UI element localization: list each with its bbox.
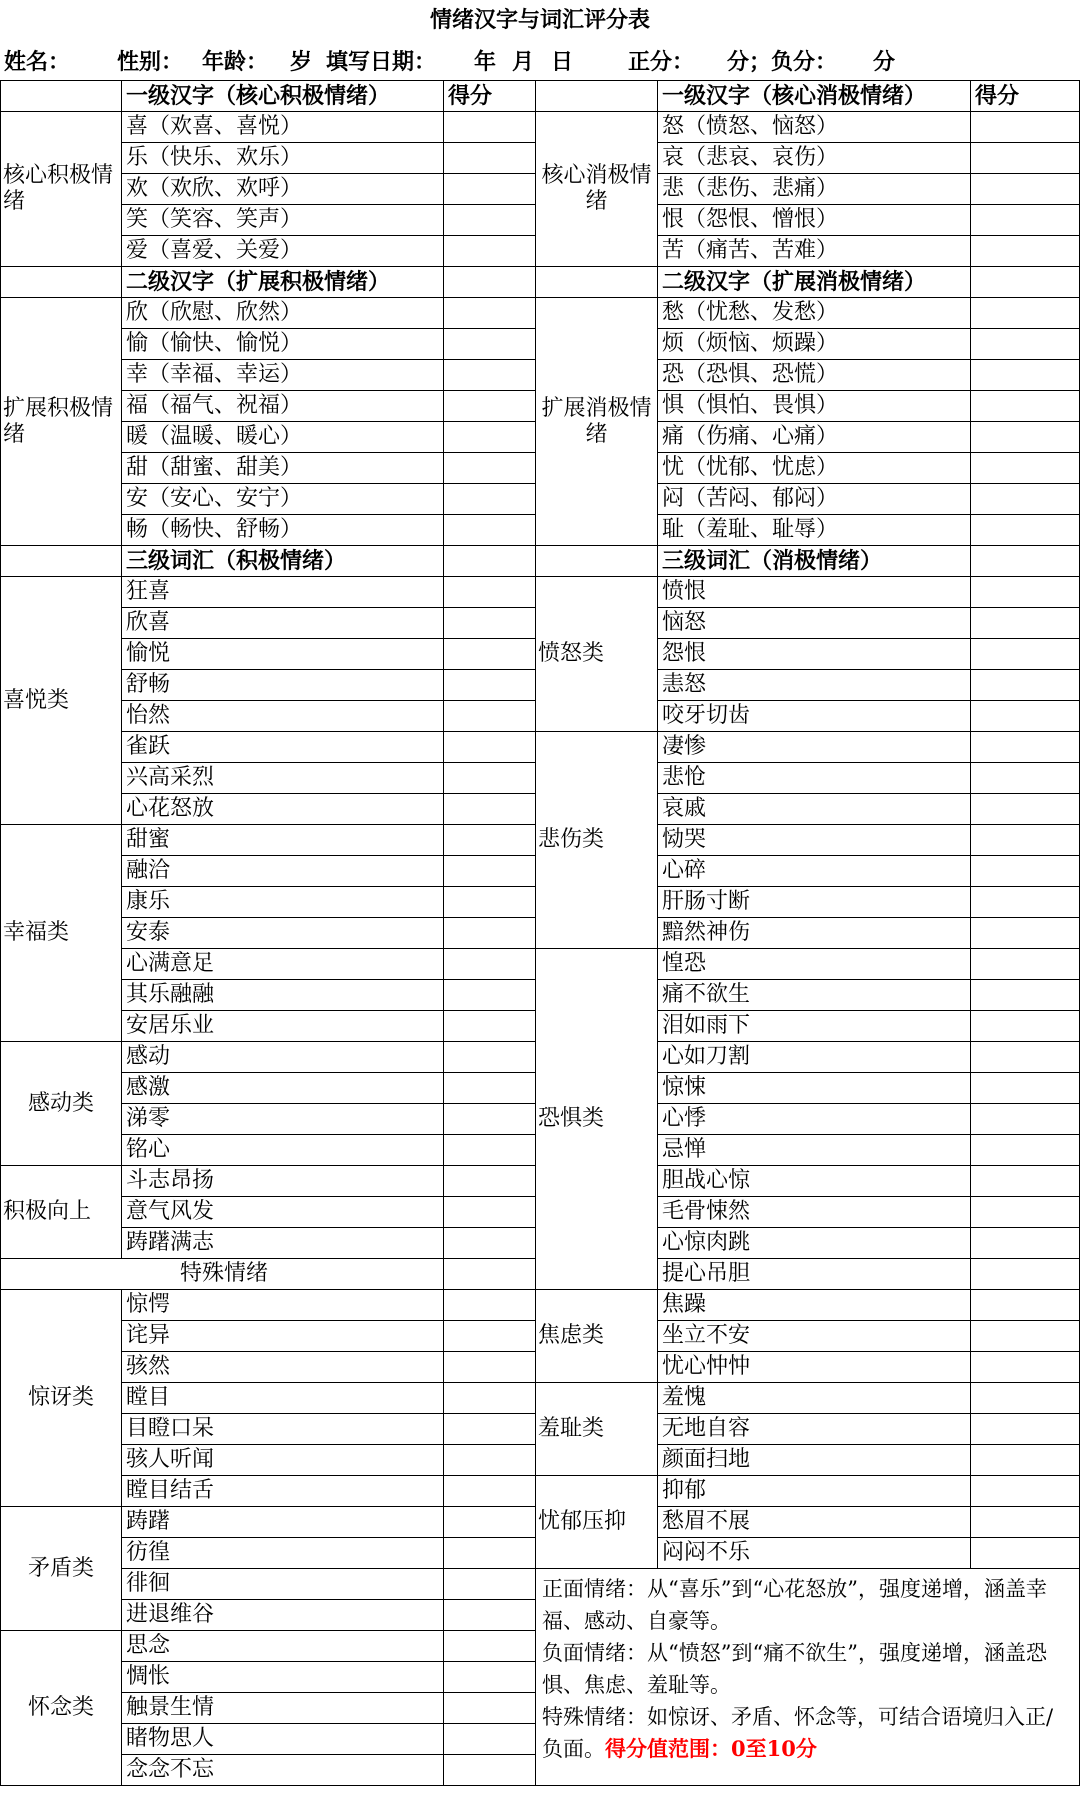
word-item: 康乐 [122, 887, 444, 918]
score-input[interactable] [971, 887, 1080, 918]
table-row [1, 298, 1080, 329]
sheet-title: 情绪汉字与词汇评分表 [429, 7, 650, 33]
word-item: 怒（愤怒、恼怒） [658, 112, 971, 143]
age-label: 年龄： [202, 49, 269, 75]
word-item: 安居乐业 [122, 1011, 444, 1042]
word-item: 凄惨 [658, 732, 971, 763]
section-header-left: 二级汉字（扩展积极情绪） [122, 267, 444, 298]
score-input[interactable] [444, 1600, 536, 1631]
table-row [1, 81, 1080, 112]
category-label: 矛盾类 [1, 1507, 122, 1631]
category-label: 幸福类 [1, 825, 122, 1042]
date-label: 填写日期： [326, 49, 437, 75]
word-item: 踌躇 [122, 1507, 444, 1538]
category-label: 羞耻类 [536, 1383, 658, 1476]
word-item: 踌躇满志 [122, 1228, 444, 1259]
score-input[interactable] [971, 701, 1080, 732]
score-input[interactable] [971, 112, 1080, 143]
score-input[interactable] [971, 329, 1080, 360]
score-input[interactable] [971, 298, 1080, 329]
score-input[interactable] [971, 1042, 1080, 1073]
word-item: 融洽 [122, 856, 444, 887]
positive-score-label: 正分： [628, 49, 695, 75]
word-item: 悲怆 [658, 763, 971, 794]
category-label: 忧郁压抑 [536, 1476, 658, 1569]
header-blank-right [536, 546, 658, 577]
score-input[interactable] [971, 205, 1080, 236]
score-input[interactable] [444, 1352, 536, 1383]
word-item: 幸（幸福、幸运） [122, 360, 444, 391]
word-item: 坐立不安 [658, 1321, 971, 1352]
name-label: 姓名： [4, 49, 71, 75]
score-input[interactable] [971, 732, 1080, 763]
score-input[interactable] [971, 1073, 1080, 1104]
word-item: 闷闷不乐 [658, 1538, 971, 1569]
header-blank-left [1, 267, 122, 298]
word-item: 羞愧 [658, 1383, 971, 1414]
word-item: 颜面扫地 [658, 1445, 971, 1476]
score-input[interactable] [971, 1507, 1080, 1538]
word-item: 其乐融融 [122, 980, 444, 1011]
group-label: 核心消极情绪 [536, 112, 658, 267]
score-input[interactable] [444, 1538, 536, 1569]
word-item: 胆战心惊 [658, 1166, 971, 1197]
score-input[interactable] [444, 887, 536, 918]
word-item: 抑郁 [658, 1476, 971, 1507]
scoring-notes [536, 1569, 1080, 1786]
word-item: 苦（痛苦、苦难） [658, 236, 971, 267]
word-item: 忧（忧郁、忧虑） [658, 453, 971, 484]
score-input[interactable] [971, 949, 1080, 980]
word-item: 暖（温暖、暖心） [122, 422, 444, 453]
word-item: 惊愕 [122, 1290, 444, 1321]
note-positive: 正面情绪：从“喜乐”到“心花怒放”，强度递增，涵盖幸福、感动、自豪等。 [542, 1577, 1047, 1633]
score-input[interactable] [971, 794, 1080, 825]
word-item: 肝肠寸断 [658, 887, 971, 918]
score-input[interactable] [444, 1228, 536, 1259]
word-item: 闷（苦闷、郁闷） [658, 484, 971, 515]
group-label: 扩展消极情绪 [536, 298, 658, 546]
day-label: 日 [551, 49, 574, 75]
word-item: 睹物思人 [122, 1724, 444, 1755]
word-item: 悲（悲伤、悲痛） [658, 174, 971, 205]
table-row [1, 112, 1080, 143]
word-item: 雀跃 [122, 732, 444, 763]
word-item: 痛不欲生 [658, 980, 971, 1011]
score-input[interactable] [444, 1321, 536, 1352]
word-item: 哀（悲哀、哀伤） [658, 143, 971, 174]
category-label: 喜悦类 [1, 577, 122, 825]
score-input[interactable] [971, 577, 1080, 608]
score-input[interactable] [971, 515, 1080, 546]
word-item: 愤恨 [658, 577, 971, 608]
word-item: 恼怒 [658, 608, 971, 639]
score-input[interactable] [971, 1290, 1080, 1321]
score-input[interactable] [444, 515, 536, 546]
score-input[interactable] [444, 112, 536, 143]
score-input[interactable] [971, 1104, 1080, 1135]
category-label: 焦虑类 [536, 1290, 658, 1383]
score-input[interactable] [444, 701, 536, 732]
year-label: 年 [474, 49, 497, 75]
word-item: 恨（怨恨、憎恨） [658, 205, 971, 236]
score-input[interactable] [444, 391, 536, 422]
word-item: 焦躁 [658, 1290, 971, 1321]
note-special [542, 1701, 1073, 1765]
score-input[interactable] [971, 1445, 1080, 1476]
gender-label: 性别： [117, 49, 184, 75]
score-header-left [444, 546, 536, 577]
score-input[interactable] [444, 856, 536, 887]
score-input[interactable] [971, 1476, 1080, 1507]
word-item: 泪如雨下 [658, 1011, 971, 1042]
table-row [1, 1476, 1080, 1507]
score-range: 得分值范围：0至10分 [605, 1736, 817, 1761]
score-input[interactable] [971, 1228, 1080, 1259]
word-item: 恸哭 [658, 825, 971, 856]
word-item: 怨恨 [658, 639, 971, 670]
score-input[interactable] [971, 856, 1080, 887]
word-item: 念念不忘 [122, 1755, 444, 1786]
score-input[interactable] [971, 1383, 1080, 1414]
score-input[interactable] [444, 608, 536, 639]
word-item: 心花怒放 [122, 794, 444, 825]
score-input[interactable] [444, 1507, 536, 1538]
word-item: 乐（快乐、欢乐） [122, 143, 444, 174]
word-item: 意气风发 [122, 1197, 444, 1228]
word-item: 忧心忡忡 [658, 1352, 971, 1383]
word-item: 愁眉不展 [658, 1507, 971, 1538]
score-input[interactable] [971, 825, 1080, 856]
score-header-left [444, 267, 536, 298]
score-input[interactable] [971, 1352, 1080, 1383]
score-input[interactable] [444, 794, 536, 825]
word-item: 触景生情 [122, 1693, 444, 1724]
table-row [1, 546, 1080, 577]
word-item: 安泰 [122, 918, 444, 949]
score-input[interactable] [971, 174, 1080, 205]
word-item: 心惊肉跳 [658, 1228, 971, 1259]
score-input[interactable] [444, 1755, 536, 1786]
word-item: 提心吊胆 [658, 1259, 971, 1290]
word-item: 欢（欢欣、欢呼） [122, 174, 444, 205]
header-blank-left [1, 81, 122, 112]
word-item: 愉悦 [122, 639, 444, 670]
word-item: 惊悚 [658, 1073, 971, 1104]
score-input[interactable] [971, 670, 1080, 701]
word-item: 瞠目结舌 [122, 1476, 444, 1507]
word-item: 惆怅 [122, 1662, 444, 1693]
word-item: 骇人听闻 [122, 1445, 444, 1476]
word-item: 毛骨悚然 [658, 1197, 971, 1228]
word-item: 诧异 [122, 1321, 444, 1352]
score-input[interactable] [444, 1631, 536, 1662]
word-item: 怡然 [122, 701, 444, 732]
word-item: 耻（羞耻、耻辱） [658, 515, 971, 546]
word-item: 涕零 [122, 1104, 444, 1135]
score-input[interactable] [971, 608, 1080, 639]
word-item: 欣喜 [122, 608, 444, 639]
word-item: 狂喜 [122, 577, 444, 608]
word-item: 欣（欣慰、欣然） [122, 298, 444, 329]
word-item: 无地自容 [658, 1414, 971, 1445]
score-header-right [971, 267, 1080, 298]
score-input[interactable] [971, 1414, 1080, 1445]
score-input[interactable] [444, 639, 536, 670]
score-input[interactable] [444, 484, 536, 515]
word-item: 哀戚 [658, 794, 971, 825]
score-input[interactable] [444, 1662, 536, 1693]
score-input[interactable] [444, 1476, 536, 1507]
score-input[interactable] [444, 1383, 536, 1414]
score-input[interactable] [971, 1321, 1080, 1352]
score-input[interactable] [971, 1011, 1080, 1042]
score-header-right: 得分 [971, 81, 1080, 112]
word-item: 思念 [122, 1631, 444, 1662]
score-input[interactable] [444, 918, 536, 949]
score-input[interactable] [971, 484, 1080, 515]
score-input[interactable] [444, 205, 536, 236]
word-item: 痛（伤痛、心痛） [658, 422, 971, 453]
category-label: 感动类 [1, 1042, 122, 1166]
score-input[interactable] [971, 391, 1080, 422]
table-row [1, 1383, 1080, 1414]
header-blank-left [1, 546, 122, 577]
word-item: 安（安心、安宁） [122, 484, 444, 515]
group-label: 核心积极情绪 [1, 112, 122, 267]
score-input[interactable] [444, 298, 536, 329]
word-item: 骇然 [122, 1352, 444, 1383]
word-item: 惶恐 [658, 949, 971, 980]
age-unit: 岁 [290, 49, 313, 75]
word-item: 心满意足 [122, 949, 444, 980]
group-label: 扩展积极情绪 [1, 298, 122, 546]
word-item: 甜（甜蜜、甜美） [122, 453, 444, 484]
word-item: 愁（忧愁、发愁） [658, 298, 971, 329]
score-input[interactable] [971, 143, 1080, 174]
score-table [0, 80, 1080, 1786]
score-input[interactable] [444, 1290, 536, 1321]
word-item: 烦（烦恼、烦躁） [658, 329, 971, 360]
score-input[interactable] [444, 1197, 536, 1228]
score-input[interactable] [971, 639, 1080, 670]
category-label: 愤怒类 [536, 577, 658, 732]
score-input[interactable] [444, 1445, 536, 1476]
info-row [0, 42, 1080, 82]
score-input[interactable] [444, 1569, 536, 1600]
score-input[interactable] [971, 918, 1080, 949]
score-input[interactable] [444, 825, 536, 856]
score-input[interactable] [444, 1414, 536, 1445]
word-item: 心如刀割 [658, 1042, 971, 1073]
word-item: 目瞪口呆 [122, 1414, 444, 1445]
month-label: 月 [512, 49, 535, 75]
word-item: 感动 [122, 1042, 444, 1073]
score-input[interactable] [971, 1259, 1080, 1290]
header-blank-right [536, 267, 658, 298]
word-item: 忌惮 [658, 1135, 971, 1166]
word-item: 斗志昂扬 [122, 1166, 444, 1197]
score-input[interactable] [444, 143, 536, 174]
score-input[interactable] [444, 1073, 536, 1104]
score-input[interactable] [444, 329, 536, 360]
word-item: 咬牙切齿 [658, 701, 971, 732]
score-input[interactable] [444, 1693, 536, 1724]
word-item: 彷徨 [122, 1538, 444, 1569]
score-input[interactable] [971, 422, 1080, 453]
table-row [1, 1290, 1080, 1321]
special-emotion-label: 特殊情绪 [1, 1259, 444, 1290]
score-input[interactable] [444, 422, 536, 453]
score-input[interactable] [971, 236, 1080, 267]
score-header-right [971, 546, 1080, 577]
word-item: 惧（惧怕、畏惧） [658, 391, 971, 422]
word-item: 进退维谷 [122, 1600, 444, 1631]
note-negative: 负面情绪：从“愤怒”到“痛不欲生”，强度递增，涵盖恐惧、焦虑、羞耻等。 [542, 1641, 1047, 1697]
score-input[interactable] [444, 1135, 536, 1166]
table-row [1, 577, 1080, 608]
score-input[interactable] [444, 1259, 536, 1290]
score-input[interactable] [971, 360, 1080, 391]
score-input[interactable] [971, 1166, 1080, 1197]
score-input[interactable] [444, 1042, 536, 1073]
score-input[interactable] [971, 1197, 1080, 1228]
word-item: 喜（欢喜、喜悦） [122, 112, 444, 143]
score-input[interactable] [444, 236, 536, 267]
category-label: 恐惧类 [536, 949, 658, 1290]
score-header-left: 得分 [444, 81, 536, 112]
score-input[interactable] [444, 360, 536, 391]
word-item: 愉（愉快、愉悦） [122, 329, 444, 360]
score-input[interactable] [971, 980, 1080, 1011]
score-input[interactable] [444, 174, 536, 205]
score-input[interactable] [444, 732, 536, 763]
word-item: 舒畅 [122, 670, 444, 701]
word-item: 畅（畅快、舒畅） [122, 515, 444, 546]
section-header-left: 一级汉字（核心积极情绪） [122, 81, 444, 112]
negative-score-label: 分；负分： [727, 49, 838, 75]
word-item: 瞠目 [122, 1383, 444, 1414]
word-item: 甜蜜 [122, 825, 444, 856]
category-label: 积极向上 [1, 1166, 122, 1259]
category-label: 怀念类 [1, 1631, 122, 1786]
score-input[interactable] [444, 763, 536, 794]
note-special-text: 特殊情绪：如惊讶、矛盾、怀念等，可结合语境归入正/负面。 [542, 1705, 1054, 1761]
word-item: 恐（恐惧、恐慌） [658, 360, 971, 391]
score-input[interactable] [971, 453, 1080, 484]
table-row [1, 267, 1080, 298]
header-blank-right [536, 81, 658, 112]
section-header-right: 三级词汇（消极情绪） [658, 546, 971, 577]
score-input[interactable] [971, 763, 1080, 794]
section-header-left: 三级词汇（积极情绪） [122, 546, 444, 577]
score-input[interactable] [444, 949, 536, 980]
section-header-right: 一级汉字（核心消极情绪） [658, 81, 971, 112]
word-item: 铭心 [122, 1135, 444, 1166]
category-label: 惊讶类 [1, 1290, 122, 1507]
word-item: 徘徊 [122, 1569, 444, 1600]
word-item: 兴高采烈 [122, 763, 444, 794]
score-input[interactable] [444, 1011, 536, 1042]
score-input[interactable] [444, 577, 536, 608]
word-item: 黯然神伤 [658, 918, 971, 949]
word-item: 心碎 [658, 856, 971, 887]
table-row [1, 1569, 1080, 1600]
negative-score-unit: 分 [873, 49, 896, 75]
score-input[interactable] [444, 453, 536, 484]
word-item: 感激 [122, 1073, 444, 1104]
word-item: 爱（喜爱、关爱） [122, 236, 444, 267]
score-input[interactable] [444, 1104, 536, 1135]
category-label: 悲伤类 [536, 732, 658, 949]
score-input[interactable] [444, 980, 536, 1011]
word-item: 心悸 [658, 1104, 971, 1135]
word-item: 笑（笑容、笑声） [122, 205, 444, 236]
score-input[interactable] [444, 670, 536, 701]
score-input[interactable] [971, 1135, 1080, 1166]
table-row [1, 732, 1080, 763]
section-header-right: 二级汉字（扩展消极情绪） [658, 267, 971, 298]
score-input[interactable] [444, 1166, 536, 1197]
score-input[interactable] [444, 1724, 536, 1755]
word-item: 恚怒 [658, 670, 971, 701]
score-input[interactable] [971, 1538, 1080, 1569]
word-item: 福（福气、祝福） [122, 391, 444, 422]
table-row [1, 949, 1080, 980]
